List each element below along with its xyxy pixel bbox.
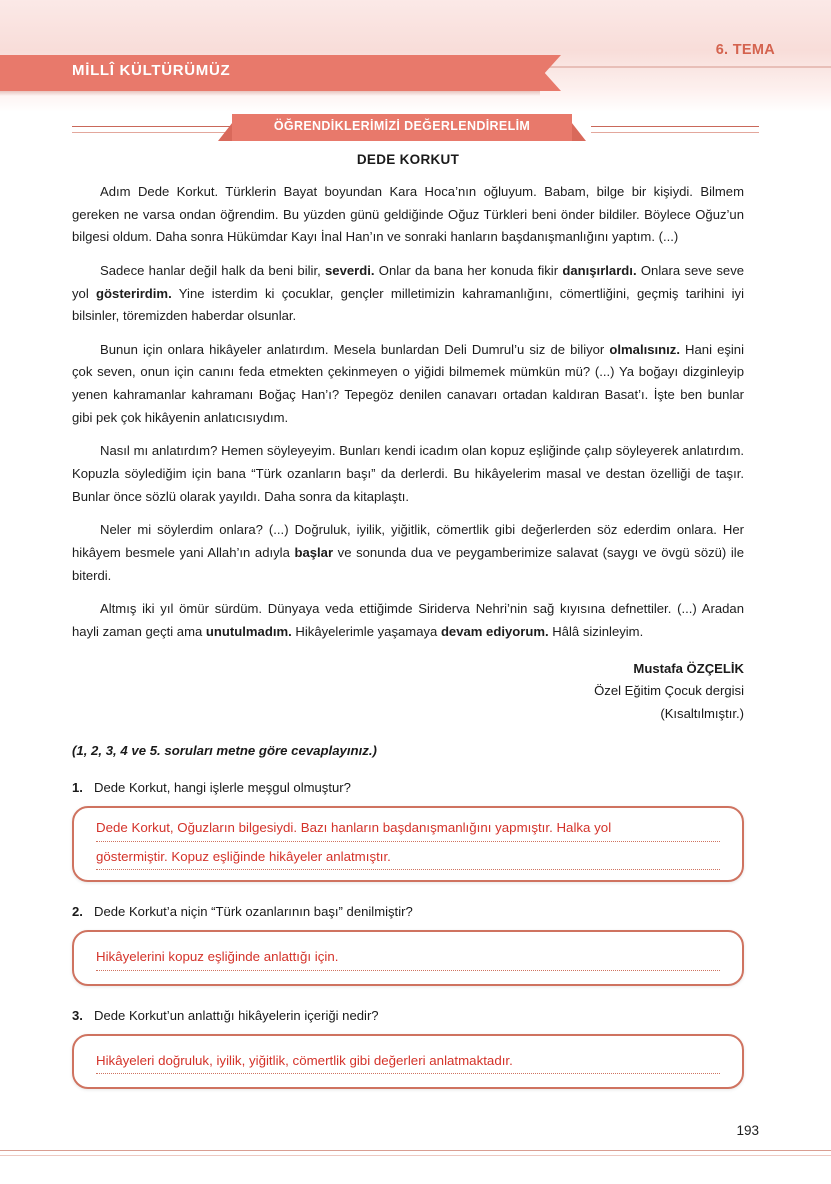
emphasis-text: danışırlardı. (562, 262, 637, 278)
answer-line[interactable]: Hikâyelerini kopuz eşliğinde anlattığı için. (96, 946, 720, 971)
answer-line[interactable]: göstermiştir. Kopuz eşliğinde hikâyeler anlatmıştır. (96, 846, 720, 871)
theme-label: 6. TEMA (715, 42, 775, 58)
page-content (72, 152, 744, 1089)
attribution (72, 658, 744, 726)
attribution-note: (Kısaltılmıştır.) (660, 705, 744, 721)
reading-paragraph (72, 598, 744, 643)
instruction-text: (1, 2, 3, 4 ve 5. soruları metne göre cevaplayınız.) (72, 743, 377, 759)
paragraph-text: Yine isterdim ki çocuklar, gençler milletimizin kahramanlığını, cömertliğini, geçmiş tarihini iyi bilsinler, töremizden haberdar olsunlar. (72, 285, 744, 324)
paragraph-text: Neler mi söylerdim onlara? (...) Doğruluk, iyilik, yiğitlik, cömertlik gibi değerlerden söz ederdim onlara. Her hikâyem besmele yani Allah’ın adıyla (72, 522, 744, 560)
paragraph-text: ve sonunda dua ve peygamberimize salavat (saygı ve övgü sözü) ile biterdi. (72, 544, 744, 583)
answer-line[interactable]: Hikâyeleri doğruluk, iyilik, yiğitlik, cömertlik gibi değerleri anlatmaktadır. (96, 1050, 720, 1075)
page-header (0, 0, 831, 100)
page-number: 193 (736, 1123, 759, 1138)
paragraph-text: Hikâyelerimle yaşamaya (291, 623, 441, 639)
banner-rule-left (72, 126, 240, 133)
answer-line[interactable]: Dede Korkut, Oğuzların bilgesiydi. Bazı hanların başdanışmanlığını yapmıştır. Halka yol (96, 817, 720, 842)
reading-paragraph (72, 339, 744, 430)
reading-paragraph (72, 519, 744, 587)
answer-box[interactable] (72, 806, 744, 882)
theme-divider-rule (511, 66, 831, 68)
paragraph-text: Adım Dede Korkut. Türklerin Bayat boyundan Kara Hoca’nın oğluyum. Babam, bilge bir kişiydi. Bilmem gereken ne varsa ondan öğrendim. Bu yüzden günü geldiğinde Oğuz Türkleri beni önder bildiler. Böylece Oğuz’un bilgesi oldum. Daha sonra Hükümdar Kayı İnal Han’ın ve sonraki hanların başdanışmanlığını yaptım. (...) (72, 184, 744, 245)
answer-box[interactable] (72, 930, 744, 986)
section-banner-label: ÖĞRENDİKLERİMİZİ DEĞERLENDİRELİM (273, 119, 531, 133)
paragraph-text: Nasıl mı anlatırdım? Hemen söyleyeyim. Bunları kendi icadım olan kopuz eşliğinde çalıp söyleyerek anlatırdım. Kopuzla söylediğim için bana “Türk ozanların başı” da derlerdi. Bu hikâyelerim masal ve destan özelliği de taşır. Bunlar önce sözlü olarak yayıldı. Daha sonra da kitaplaştı. (72, 443, 744, 504)
paragraph-text: Hani eşini çok seven, onun için canını feda etmekten çekinmeyen o yiğidi bilmemek mümkün mü? (...) Ya boğayı dizginleyip yenen kahramanlar kahramanı Boğaç Han’ı? Tepegöz denilen canavarı ortadan kaldıran Basat’ı. İşte ben bunlar gibi pek çok hikâyenin anlatıcısıydım. (72, 341, 745, 425)
paragraph-text: Bunun için onlara hikâyeler anlatırdım. Mesela bunlardan Deli Dumrul’u siz de biliyor (100, 341, 610, 357)
emphasis-text: olmalısınız. (609, 341, 680, 357)
question-item (72, 1008, 744, 1023)
emphasis-text: gösterirdim. (96, 285, 172, 301)
reading-body (72, 181, 744, 644)
emphasis-text: severdi. (325, 262, 375, 278)
question-number: 2. (72, 904, 83, 920)
reading-paragraph (72, 260, 744, 328)
reading-paragraph (72, 181, 744, 249)
reading-paragraph (72, 440, 744, 508)
question-text: Dede Korkut’a niçin “Türk ozanlarının başı” denilmiştir? (94, 904, 413, 920)
paragraph-text: Altmış iki yıl ömür sürdüm. Dünyaya veda ettiğimde Siriderva Nehri’nin sağ kıyısına defnettiler. (...) Aradan hayli zaman geçti ama (72, 601, 744, 639)
question-number: 1. (72, 780, 83, 796)
questions-list (72, 780, 744, 1089)
paragraph-text: Onlar da bana her konuda fikir (374, 262, 563, 278)
unit-title: MİLLÎ KÜLTÜRÜMÜZ (72, 62, 231, 79)
paragraph-text: Sadece hanlar değil halk da beni bilir, (100, 262, 325, 278)
emphasis-text: devam ediyorum. (440, 623, 549, 639)
question-text: Dede Korkut, hangi işlerle meşgul olmuştur? (94, 780, 351, 796)
question-item (72, 904, 744, 919)
emphasis-text: başlar (294, 544, 334, 560)
paragraph-text: Hâlâ sizinleyim. (548, 623, 644, 639)
footer-rule (0, 1150, 831, 1156)
question-item (72, 780, 744, 795)
emphasis-text: unutulmadım. (205, 623, 292, 639)
attribution-author: Mustafa ÖZÇELİK (633, 660, 744, 676)
reading-title: DEDE KORKUT (356, 152, 460, 167)
banner-rule-right (591, 126, 759, 133)
attribution-source: Özel Eğitim Çocuk dergisi (594, 683, 744, 699)
answer-box[interactable] (72, 1034, 744, 1090)
section-banner (0, 114, 831, 148)
unit-title-ribbon-shadow (0, 91, 540, 96)
question-text: Dede Korkut’un anlattığı hikâyelerin içeriği nedir? (94, 1007, 379, 1023)
paragraph-text: Onlara seve seve yol (72, 262, 745, 301)
question-number: 3. (72, 1007, 83, 1023)
